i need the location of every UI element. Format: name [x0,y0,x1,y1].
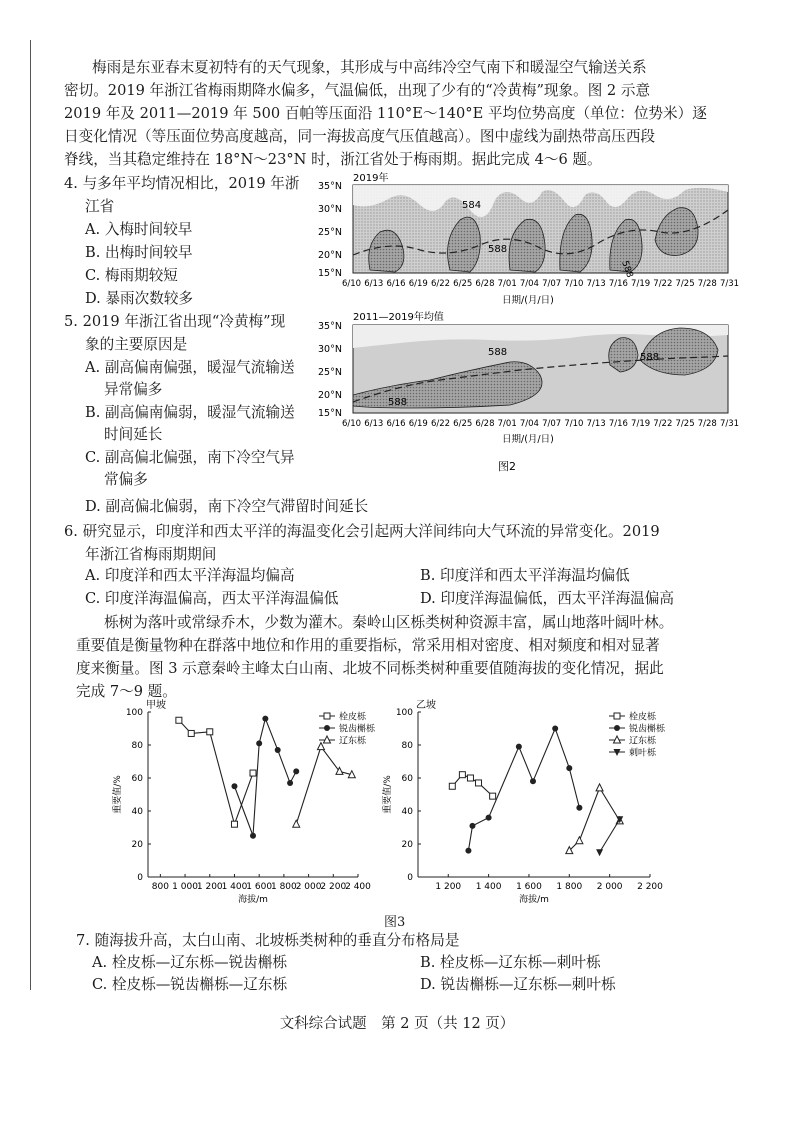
figure-3-chart-yi [383,700,690,905]
data-point [287,780,293,786]
y-tick: 35°N [318,321,342,332]
y-tick-label: 40 [131,807,143,817]
x-tick: 6/22 [430,279,451,289]
x-tick: 7/25 [675,419,695,429]
x-tick: 6/25 [453,279,473,289]
x-tick-label: 2 000 [295,882,322,892]
data-point [516,744,522,750]
data-point [576,805,582,811]
data-point [596,849,603,856]
fig2-bottom-yticks [318,321,342,419]
series-line-down-triangle [600,819,620,852]
x-tick: 7/22 [653,279,673,289]
intro2-line: 度来衡量。图 3 示意秦岭主峰太白山南、北坡不同栎类树种重要值随海拔的变化情况，据此 [76,660,664,677]
x-tick: 7/31 [720,419,740,429]
fig2-contour-label: 588 [488,347,508,358]
y-tick: 30°N [318,344,342,355]
q7-option-b[interactable]: B. 栓皮栎—辽东栎—刺叶栎 [420,954,601,971]
x-tick: 7/19 [631,279,651,289]
x-tick: 7/28 [697,419,717,429]
intro1-line: 日变化情况（等压面位势高度越高，同一海拔高度气压值越高）。图中虚线为副热带高压西段 [64,128,656,145]
data-point [207,729,213,735]
x-tick-label: 1 600 [246,882,273,892]
intro2-line: 重要值是衡量物种在群落中地位和作用的重要指标，常采用相对密度、相对频度和相对显著 [76,637,660,654]
y-axis-label: 重要值/% [113,775,123,814]
fig2-bottom-xticks [342,419,739,429]
y-tick-label: 0 [137,873,143,883]
q4-option-a[interactable]: A. 入梅时间较早 [85,221,193,238]
legend-marker [614,713,620,719]
data-point [250,833,256,839]
data-point [476,780,482,786]
fig2-contour-label: 588 [388,397,408,408]
x-tick: 6/13 [364,419,384,429]
y-tick: 20°N [318,390,342,401]
x-tick: 7/31 [720,279,740,289]
y-tick-label: 20 [401,840,413,850]
x-tick: 7/28 [697,279,717,289]
x-tick: 6/10 [342,279,362,289]
x-tick-label: 1 200 [196,882,223,892]
x-tick: 7/13 [586,419,606,429]
data-point [552,726,558,732]
legend-label: 锐齿槲栎 [629,724,666,735]
figure-3-chart-jia [100,700,380,905]
q7-option-a[interactable]: A. 栓皮栎—辽东栎—锐齿槲栎 [92,954,287,971]
data-point [231,821,237,827]
x-tick-label: 1 200 [435,882,462,892]
x-tick: 7/16 [608,279,628,289]
data-point [576,837,583,844]
q5-option-d[interactable]: D. 副高偏北偏弱，南下冷空气滞留时间延长 [85,498,369,515]
y-tick-label: 0 [407,873,413,883]
data-point [262,716,268,722]
data-point [256,740,262,746]
x-tick: 7/16 [608,419,628,429]
data-point [293,820,300,827]
fig2-bottom-xlabel: 日期/(月/日) [502,434,554,445]
data-point [317,743,324,750]
x-tick: 7/04 [519,279,539,289]
data-point [465,848,471,854]
intro1-line: 2019 年及 2011—2019 年 500 百帕等压面沿 110°E～140°E 平均位势高度（单位：位势米）逐 [64,105,707,122]
x-tick-label: 1 400 [475,882,502,892]
data-point [231,783,237,789]
intro2-line: 栎树为落叶或常绿乔木，少数为灌木。秦岭山区栎类树种资源丰富，属山地落叶阔叶林。 [104,614,674,631]
y-tick-label: 80 [401,741,413,751]
x-tick: 7/07 [542,279,562,289]
y-tick-label: 60 [131,774,143,784]
x-tick-label: 2 200 [320,882,347,892]
q5-option-c[interactable]: C. 副高偏北偏强，南下冷空气异 [85,449,295,466]
legend-label: 刺叶栎 [629,748,657,759]
x-tick-label: 2 400 [345,882,371,892]
x-tick-label: 1 800 [556,882,583,892]
q5-option-a-cont: 异常偏多 [104,381,163,398]
intro1-line: 密切。2019 年浙江省梅雨期降水偏多，气温偏低，出现了少有的“冷黄梅”现象。图 2 示意 [64,82,651,99]
x-tick-label: 2 000 [596,882,623,892]
legend-marker [324,725,330,731]
q6-option-a[interactable]: A. 印度洋和西太平洋海温均偏高 [85,567,295,584]
q5-stem: 5. 2019 年浙江省出现“冷黄梅”现 [64,313,286,330]
data-point [459,772,465,778]
data-point [486,815,492,821]
q6-option-d[interactable]: D. 印度洋海温偏低，西太平洋海温偏高 [420,590,674,607]
fig2-contour-label: 588 [640,352,660,363]
x-tick: 6/16 [386,419,406,429]
x-tick: 6/25 [453,419,473,429]
x-tick: 6/19 [408,419,428,429]
x-tick: 7/10 [564,279,584,289]
y-tick-label: 40 [401,807,413,817]
legend-label: 锐齿槲栎 [339,724,376,735]
q4-stem: 4. 与多年平均情况相比，2019 年浙 [64,175,300,192]
page-footer: 文科综合试题 第 2 页（共 12 页） [279,1016,515,1032]
x-tick-label: 1 600 [516,882,542,892]
y-tick: 25°N [318,367,342,378]
y-tick-label: 100 [125,708,143,718]
q6-stem: 6. 研究显示，印度洋和西太平洋的海温变化会引起两大洋间纬向大气环流的异常变化。2019 [64,523,660,540]
series-line-triangle [296,747,352,825]
fig2-top-yticks [318,181,342,279]
chart-title: 乙坡 [416,700,436,711]
figure-2 [310,170,740,490]
data-point [188,730,194,736]
x-tick-label: 2 200 [637,882,663,892]
legend-label: 栓皮栎 [629,712,657,723]
y-tick-label: 20 [131,840,143,850]
data-point [467,775,473,781]
y-tick: 35°N [318,181,342,192]
data-point [449,783,455,789]
y-tick-label: 100 [395,708,413,718]
fig2-top-xticks [342,279,739,289]
q5-option-b[interactable]: B. 副高偏南偏弱，暖湿气流输送 [85,404,295,421]
series-line-circle [234,719,296,836]
chart-title: 甲坡 [146,700,166,711]
data-point [596,784,603,791]
x-tick-label: 1 800 [270,882,297,892]
q7-option-d[interactable]: D. 锐齿槲栎—辽东栎—刺叶栎 [420,976,616,993]
x-tick: 7/04 [519,419,539,429]
x-tick: 6/19 [408,279,428,289]
fig3-caption: 图3 [384,915,406,930]
y-tick-label: 80 [131,741,143,751]
y-tick: 30°N [318,204,342,215]
x-tick: 6/13 [364,279,384,289]
margin-rule [30,40,31,990]
y-tick: 25°N [318,227,342,238]
x-tick: 7/07 [542,419,562,429]
q6-option-b[interactable]: B. 印度洋和西太平洋海温均偏低 [420,567,630,584]
x-tick: 6/28 [475,279,495,289]
fig2-bottom-title: 2011—2019年均值 [353,312,444,323]
q6-stem: 年浙江省梅雨期期间 [85,546,217,563]
fig2-contour-label: 588 [488,244,508,255]
y-tick: 15°N [318,408,342,419]
x-tick: 7/19 [631,419,651,429]
y-tick-label: 60 [401,774,413,784]
legend-label: 栓皮栎 [339,712,367,723]
y-tick: 20°N [318,250,342,261]
q7-option-c[interactable]: C. 栓皮栎—锐齿槲栎—辽东栎 [92,976,288,993]
x-tick-label: 1 400 [221,882,248,892]
q4-option-b[interactable]: B. 出梅时间较早 [85,244,193,261]
y-tick: 15°N [318,268,342,279]
data-point [530,778,536,784]
fig2-contour-label: 588 [619,259,635,280]
q4-option-d[interactable]: D. 暴雨次数较多 [85,290,194,307]
q5-option-a[interactable]: A. 副高偏南偏强，暖湿气流输送 [85,359,295,376]
x-axis-label: 海拔/m [238,895,268,905]
q7-stem: 7. 随海拔升高，太白山南、北坡栎类树种的垂直分布格局是 [76,932,460,949]
x-tick: 6/10 [342,419,362,429]
x-tick: 7/13 [586,279,606,289]
x-tick: 6/16 [386,279,406,289]
q5-stem: 象的主要原因是 [85,336,188,353]
intro2-line: 完成 7～9 题。 [76,683,177,700]
legend-marker [614,725,620,731]
legend-label: 辽东栎 [629,736,657,747]
data-point [566,765,572,771]
x-tick-label: 1 000 [172,882,198,892]
q4-stem: 江省 [85,198,115,215]
intro1-line: 梅雨是东亚春末夏初特有的天气现象，其形成与中高纬冷空气南下和暖湿空气输送关系 [92,59,647,76]
data-point [176,717,182,723]
q4-option-c[interactable]: C. 梅雨期较短 [85,267,178,284]
x-tick: 7/22 [653,419,673,429]
data-point [250,770,256,776]
intro1-line: 脊线，当其稳定维持在 18°N～23°N 时，浙江省处于梅雨期。据此完成 4～6 题。 [64,151,602,168]
fig2-caption: 图2 [498,460,516,473]
data-point [490,793,496,799]
x-tick: 6/28 [475,419,495,429]
x-tick: 6/22 [430,419,451,429]
x-tick: 7/01 [497,279,517,289]
q5-option-b-cont: 时间延长 [104,426,163,443]
x-tick: 7/10 [564,419,584,429]
y-axis-label: 重要值/% [383,775,393,814]
x-axis-label: 海拔/m [519,895,549,905]
fig2-top-xlabel: 日期/(月/日) [502,295,554,306]
data-point [293,768,299,774]
q6-option-c[interactable]: C. 印度洋海温偏高，西太平洋海温偏低 [85,590,339,607]
data-point [275,747,281,753]
x-tick-label: 800 [151,882,169,892]
q5-option-c-cont: 常偏多 [104,471,148,488]
fig2-contour-label: 584 [462,200,482,211]
x-tick: 7/01 [497,419,517,429]
legend-marker [324,713,330,719]
fig2-top-title: 2019年 [353,173,389,184]
legend-label: 辽东栎 [339,736,367,747]
x-tick: 7/25 [675,279,695,289]
data-point [469,823,475,829]
